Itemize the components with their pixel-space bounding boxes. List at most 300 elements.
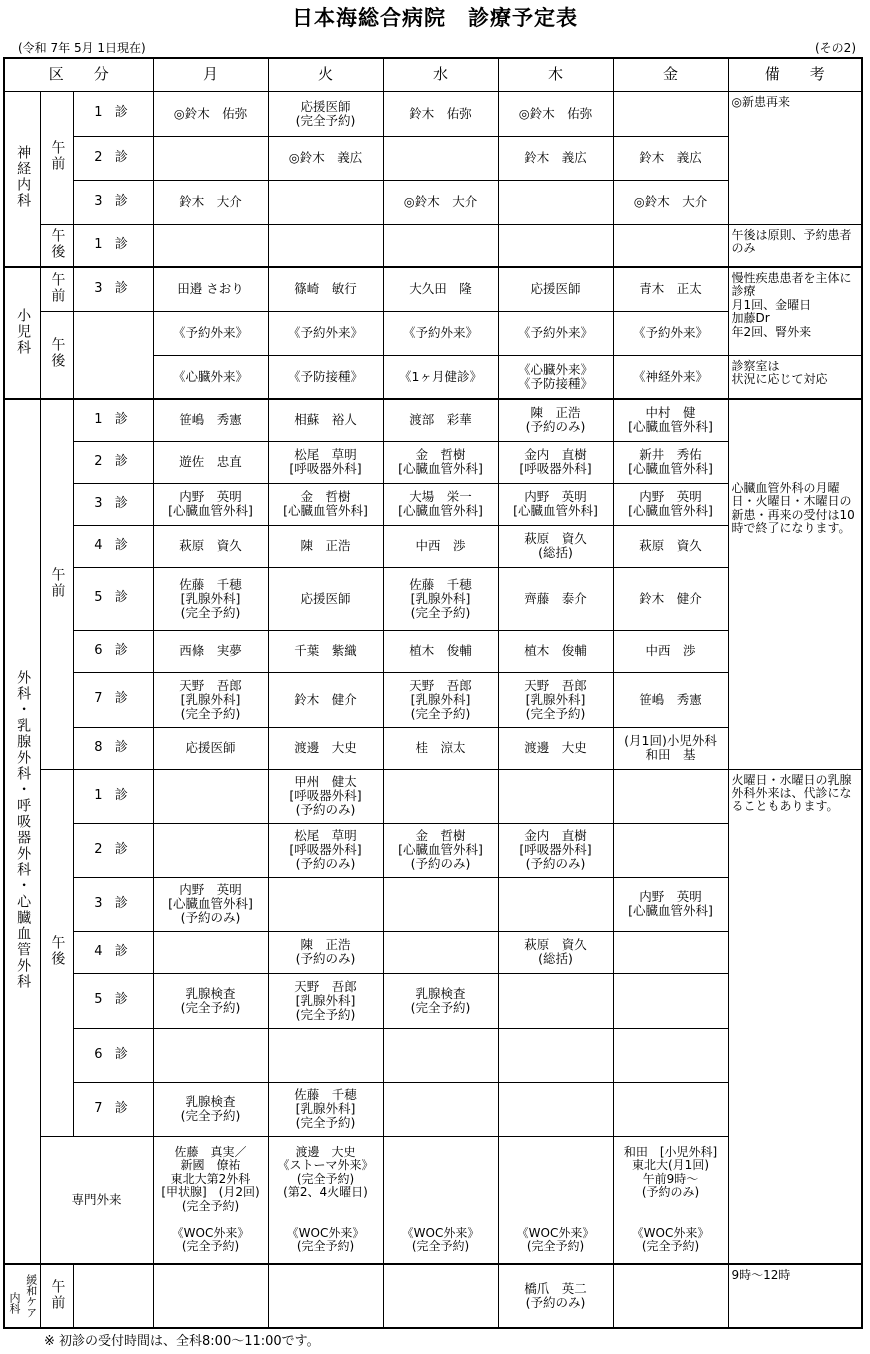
schedule-cell-text: 中村 健 [心臓血管外科] bbox=[628, 405, 713, 435]
header-day-text: 金 bbox=[662, 65, 678, 84]
schedule-cell bbox=[498, 630, 613, 672]
note-neuro-pm bbox=[728, 224, 862, 267]
slot-label-text: 6 診 bbox=[94, 1046, 132, 1062]
schedule-cell bbox=[498, 441, 613, 483]
schedule-cell-text: 鈴木 佑弥 bbox=[409, 105, 472, 121]
schedule-cell bbox=[613, 877, 728, 931]
dept-neuro bbox=[4, 91, 40, 267]
schedule-cell-text: 応援医師 bbox=[185, 740, 236, 755]
schedule-cell-text: 応援医師 (完全予約) bbox=[295, 98, 356, 128]
note-surgery-pm bbox=[728, 769, 862, 1264]
header-day bbox=[153, 58, 268, 91]
table-row bbox=[4, 1264, 862, 1328]
schedule-cell bbox=[268, 973, 383, 1028]
header-day-text: 木 bbox=[547, 65, 563, 84]
schedule-cell bbox=[613, 1028, 728, 1082]
schedule-cell bbox=[268, 267, 383, 311]
schedule-cell-text: 《予防接種》 bbox=[287, 368, 363, 384]
schedule-cell bbox=[383, 483, 498, 525]
schedule-cell bbox=[383, 136, 498, 180]
header-day bbox=[383, 58, 498, 91]
schedule-cell bbox=[383, 727, 498, 769]
header-day-text: 水 bbox=[432, 65, 448, 84]
slot-label-text: 3 診 bbox=[94, 895, 132, 911]
footnote: ※ 初診の受付時間は、全科8:00～11:00です。 bbox=[44, 1334, 320, 1349]
slot-label bbox=[73, 877, 153, 931]
schedule-cell-text: 乳腺検査 (完全予約) bbox=[180, 985, 241, 1015]
schedule-cell bbox=[268, 672, 383, 727]
schedule-cell-text: 陳 正浩 (予約のみ) bbox=[525, 405, 586, 435]
slot-label-text: 4 診 bbox=[94, 943, 132, 959]
schedule-cell bbox=[268, 931, 383, 973]
dept-palliative bbox=[4, 1264, 40, 1328]
schedule-cell-text: 金内 直樹 [呼吸器外科] (予約のみ) bbox=[519, 828, 592, 871]
schedule-cell bbox=[498, 399, 613, 441]
slot-label bbox=[73, 91, 153, 136]
schedule-cell bbox=[498, 180, 613, 224]
schedule-cell bbox=[498, 1136, 613, 1264]
schedule-cell-text: 天野 吾郎 [乳腺外科] (完全予約) bbox=[524, 677, 587, 721]
schedule-cell-text: 陳 正浩 (予約のみ) bbox=[295, 937, 356, 966]
schedule-cell bbox=[383, 267, 498, 311]
schedule-cell-text: 中西 渉 bbox=[415, 538, 466, 553]
schedule-cell-text: 植木 俊輔 bbox=[524, 643, 587, 658]
header-day-text: 月 bbox=[202, 65, 218, 84]
as-of-date: (令和 7年 5月 1日現在) bbox=[18, 41, 146, 55]
period-am-text: 午前 bbox=[49, 566, 66, 599]
schedule-cell bbox=[498, 1264, 613, 1328]
slot-label bbox=[73, 630, 153, 672]
schedule-cell-text: 金 哲樹 [心臓血管外科] bbox=[283, 489, 368, 518]
schedule-cell bbox=[498, 267, 613, 311]
schedule-cell bbox=[268, 180, 383, 224]
slot-label-text: 6 診 bbox=[94, 642, 132, 658]
schedule-cell bbox=[498, 877, 613, 931]
schedule-cell bbox=[153, 399, 268, 441]
slot-label-text: 1 診 bbox=[94, 236, 132, 252]
period-am-text: 午前 bbox=[49, 271, 66, 304]
schedule-cell bbox=[498, 355, 613, 399]
schedule-cell bbox=[498, 727, 613, 769]
schedule-cell bbox=[613, 136, 728, 180]
schedule-table bbox=[3, 57, 863, 1329]
schedule-cell-text: 和田 [小児外科] 東北大(月1回) 午前9時～ (予約のみ) 《WOC外来》 (完全予約) bbox=[623, 1145, 718, 1254]
header-day bbox=[498, 58, 613, 91]
schedule-cell bbox=[613, 567, 728, 630]
note-peds-2 bbox=[728, 355, 862, 399]
schedule-cell-text: 千葉 紫織 bbox=[294, 643, 357, 658]
schedule-cell-text: 《予約外来》 bbox=[287, 325, 363, 340]
dept-neuro-text: 神経内科 bbox=[15, 145, 32, 210]
period-pm-text: 午後 bbox=[49, 227, 66, 260]
schedule-cell-text: 佐藤 千穂 [乳腺外科] (完全予約) bbox=[179, 576, 242, 620]
period-pm bbox=[40, 311, 73, 399]
schedule-cell-text: 天野 吾郎 [乳腺外科] (完全予約) bbox=[294, 978, 357, 1022]
schedule-cell bbox=[153, 483, 268, 525]
schedule-cell-text: 内野 英明 [心臓血管外科] bbox=[628, 889, 713, 918]
dept-peds-text: 小児科 bbox=[15, 307, 32, 356]
slot-label bbox=[73, 525, 153, 567]
schedule-cell-text: 篠崎 敏行 bbox=[294, 281, 357, 297]
schedule-cell-text: 《予約外来》 bbox=[632, 325, 708, 340]
schedule-cell-text: 金 哲樹 [心臓血管外科] (予約のみ) bbox=[398, 828, 483, 871]
schedule-cell-text: ◎鈴木 大介 bbox=[633, 194, 708, 209]
schedule-cell bbox=[613, 630, 728, 672]
schedule-cell-text: 渡邊 大史 bbox=[524, 740, 587, 755]
special-outpatient-label-text: 専門外来 bbox=[71, 1191, 122, 1207]
schedule-cell-text: 田邉 さおり bbox=[177, 281, 244, 297]
table-row bbox=[4, 91, 862, 136]
dept-surgery bbox=[4, 399, 40, 1264]
schedule-cell-text: 鈴木 大介 bbox=[179, 194, 242, 209]
schedule-cell-text: 内野 英明 [心臓血管外科] (予約のみ) bbox=[168, 882, 253, 925]
schedule-cell bbox=[268, 441, 383, 483]
schedule-cell bbox=[613, 823, 728, 877]
schedule-cell-text: 松尾 草明 [呼吸器外科] bbox=[289, 447, 362, 476]
schedule-cell bbox=[268, 1264, 383, 1328]
schedule-cell-text: 萩原 資久 bbox=[639, 538, 702, 553]
schedule-cell bbox=[153, 91, 268, 136]
schedule-cell-text: 応援医師 bbox=[300, 590, 351, 606]
slot-label bbox=[73, 267, 153, 311]
slot-label bbox=[73, 1082, 153, 1136]
dept-palliative-1: 緩和ケア bbox=[24, 1274, 38, 1318]
schedule-cell bbox=[268, 483, 383, 525]
period-pm-text: 午後 bbox=[49, 337, 66, 370]
schedule-cell-text: 天野 吾郎 [乳腺外科] (完全予約) bbox=[179, 677, 242, 721]
schedule-cell bbox=[498, 973, 613, 1028]
schedule-cell-text: 乳腺検査 (完全予約) bbox=[180, 1094, 241, 1123]
schedule-cell bbox=[383, 769, 498, 823]
schedule-cell bbox=[268, 311, 383, 355]
schedule-cell-text: 笹嶋 秀憲 bbox=[639, 691, 702, 707]
schedule-cell bbox=[268, 727, 383, 769]
note-peds-2-text: 診察室は 状況に応じて対応 bbox=[731, 358, 828, 386]
header-kubun-text: 区 分 bbox=[48, 65, 109, 84]
schedule-cell bbox=[613, 441, 728, 483]
schedule-cell-text: ◎鈴木 佑弥 bbox=[518, 105, 593, 121]
table-row bbox=[4, 399, 862, 441]
schedule-cell-text: 渡邊 大史 《ストーマ外来》 (完全予約) (第2、4火曜日) 《WOC外来》 (完全予約) bbox=[277, 1145, 374, 1254]
schedule-cell-text: ◎鈴木 義広 bbox=[288, 150, 363, 165]
schedule-cell bbox=[153, 973, 268, 1028]
schedule-cell bbox=[153, 1136, 268, 1264]
schedule-cell-text: 《予約外来》 bbox=[172, 325, 248, 340]
period-am bbox=[40, 1264, 73, 1328]
note-surgery-pm-text: 火曜日・水曜日の乳腺外科外来は、代診になることもあります。 bbox=[731, 772, 852, 814]
schedule-cell-text: 金内 直樹 [呼吸器外科] bbox=[519, 447, 592, 476]
slot-label-text: 2 診 bbox=[94, 149, 132, 165]
schedule-cell bbox=[613, 355, 728, 399]
schedule-cell bbox=[383, 180, 498, 224]
schedule-cell-text: 応援医師 bbox=[530, 281, 581, 297]
schedule-cell bbox=[383, 399, 498, 441]
schedule-cell-text: 萩原 資久 (総括) bbox=[524, 937, 587, 966]
table-row bbox=[4, 267, 862, 311]
slot-label bbox=[73, 136, 153, 180]
slot-empty bbox=[73, 1264, 153, 1328]
header-kubun bbox=[4, 58, 153, 91]
slot-label bbox=[73, 567, 153, 630]
schedule-cell bbox=[268, 355, 383, 399]
schedule-cell bbox=[613, 931, 728, 973]
slot-label-text: 4 診 bbox=[94, 537, 132, 553]
table-row bbox=[4, 769, 862, 823]
header-day-text: 火 bbox=[317, 65, 333, 84]
slot-label-text: 1 診 bbox=[94, 411, 132, 427]
schedule-cell bbox=[153, 567, 268, 630]
period-pm bbox=[40, 769, 73, 1136]
schedule-cell bbox=[383, 224, 498, 267]
schedule-cell-text: 内野 英明 [心臓血管外科] bbox=[628, 489, 713, 518]
schedule-cell-text: 橋爪 英二 (予約のみ) bbox=[524, 1281, 587, 1310]
schedule-cell bbox=[268, 224, 383, 267]
schedule-cell-text: 鈴木 健介 bbox=[294, 691, 357, 707]
schedule-cell-text: 《1ヶ月健診》 bbox=[399, 368, 482, 384]
schedule-cell bbox=[268, 525, 383, 567]
schedule-cell bbox=[613, 727, 728, 769]
schedule-cell bbox=[153, 441, 268, 483]
schedule-cell-text: 鈴木 義広 bbox=[639, 150, 702, 165]
schedule-cell bbox=[613, 973, 728, 1028]
schedule-cell-text: 《神経外来》 bbox=[632, 368, 708, 384]
schedule-cell-text: 佐藤 千穂 [乳腺外科] (完全予約) bbox=[409, 576, 472, 620]
schedule-cell-text: 植木 俊輔 bbox=[409, 643, 472, 658]
slot-label-text: 1 診 bbox=[94, 787, 132, 803]
schedule-cell bbox=[268, 567, 383, 630]
slot-label-text: 5 診 bbox=[94, 590, 132, 606]
special-outpatient-label bbox=[40, 1136, 153, 1264]
schedule-cell bbox=[153, 1264, 268, 1328]
slot-label bbox=[73, 441, 153, 483]
slot-label-text: 3 診 bbox=[94, 280, 132, 296]
schedule-cell bbox=[383, 1264, 498, 1328]
header-remarks bbox=[728, 58, 862, 91]
schedule-cell bbox=[268, 1082, 383, 1136]
slot-label bbox=[73, 973, 153, 1028]
slot-label-text: 7 診 bbox=[94, 1100, 132, 1116]
schedule-cell bbox=[268, 91, 383, 136]
schedule-cell bbox=[268, 399, 383, 441]
slot-label-text: 3 診 bbox=[94, 193, 132, 209]
schedule-cell-text: ◎鈴木 大介 bbox=[403, 194, 478, 209]
schedule-cell-text: ◎鈴木 佑弥 bbox=[173, 105, 248, 121]
schedule-cell bbox=[383, 311, 498, 355]
header-remarks-text: 備 考 bbox=[764, 65, 825, 84]
header-day bbox=[613, 58, 728, 91]
schedule-cell bbox=[613, 769, 728, 823]
schedule-cell-text: 佐藤 千穂 [乳腺外科] (完全予約) bbox=[294, 1087, 357, 1130]
schedule-cell bbox=[268, 823, 383, 877]
schedule-cell-text: 《WOC外来》 (完全予約) bbox=[516, 1225, 595, 1254]
slot-label bbox=[73, 931, 153, 973]
schedule-cell bbox=[498, 769, 613, 823]
dept-palliative-2: 内科 bbox=[8, 1292, 22, 1314]
schedule-cell-text: 《心臓外来》 bbox=[172, 368, 248, 384]
schedule-cell bbox=[498, 483, 613, 525]
slot-label bbox=[73, 483, 153, 525]
schedule-cell bbox=[383, 973, 498, 1028]
dept-peds bbox=[4, 267, 40, 399]
schedule-cell bbox=[153, 823, 268, 877]
schedule-cell bbox=[498, 1028, 613, 1082]
schedule-cell bbox=[268, 1136, 383, 1264]
schedule-cell bbox=[613, 267, 728, 311]
schedule-cell bbox=[153, 1028, 268, 1082]
schedule-cell-text: 西條 実夢 bbox=[179, 643, 242, 658]
schedule-cell bbox=[498, 136, 613, 180]
period-pm-text: 午後 bbox=[49, 935, 66, 967]
schedule-cell bbox=[613, 180, 728, 224]
schedule-cell-text: 松尾 草明 [呼吸器外科] (予約のみ) bbox=[289, 828, 362, 871]
schedule-cell bbox=[268, 769, 383, 823]
slot-label bbox=[73, 769, 153, 823]
schedule-cell-text: 《WOC外来》 (完全予約) bbox=[401, 1225, 480, 1254]
schedule-cell bbox=[153, 877, 268, 931]
schedule-cell bbox=[383, 91, 498, 136]
schedule-cell bbox=[268, 630, 383, 672]
slot-label bbox=[73, 180, 153, 224]
schedule-cell bbox=[613, 672, 728, 727]
schedule-cell-text: 《予約外来》 bbox=[517, 325, 593, 340]
slot-label-text: 8 診 bbox=[94, 739, 132, 755]
schedule-cell-text: 渡部 彩華 bbox=[409, 412, 472, 428]
schedule-cell bbox=[613, 525, 728, 567]
schedule-cell bbox=[383, 567, 498, 630]
note-surgery-am bbox=[728, 399, 862, 769]
schedule-cell bbox=[498, 91, 613, 136]
schedule-cell-text: 天野 吾郎 [乳腺外科] (完全予約) bbox=[409, 677, 472, 721]
slot-label bbox=[73, 727, 153, 769]
schedule-cell bbox=[613, 224, 728, 267]
slot-label-text: 1 診 bbox=[94, 105, 132, 121]
note-peds bbox=[728, 267, 862, 355]
note-neuro-text: ◎新患再来 bbox=[731, 94, 790, 109]
schedule-cell bbox=[153, 136, 268, 180]
period-am bbox=[40, 267, 73, 311]
schedule-cell bbox=[613, 311, 728, 355]
note-peds-text: 慢性疾患患者を主体に診療 月1回、金曜日 加藤Dr 年2回、腎外来 bbox=[731, 271, 852, 339]
slot-label bbox=[73, 1028, 153, 1082]
schedule-cell bbox=[613, 91, 728, 136]
schedule-cell-text: (月1回)小児外科 和田 基 bbox=[624, 733, 717, 762]
schedule-cell bbox=[153, 769, 268, 823]
note-palliative bbox=[728, 1264, 862, 1328]
schedule-cell bbox=[153, 630, 268, 672]
schedule-cell bbox=[383, 441, 498, 483]
dept-surgery-text: 外科・乳腺外科・呼吸器外科・心臓血管外科 bbox=[15, 670, 32, 990]
schedule-cell bbox=[383, 1082, 498, 1136]
schedule-cell-text: 鈴木 健介 bbox=[639, 590, 702, 606]
period-pm bbox=[40, 224, 73, 267]
schedule-cell bbox=[383, 525, 498, 567]
schedule-cell bbox=[498, 823, 613, 877]
slot-label bbox=[73, 224, 153, 267]
table-row bbox=[4, 58, 862, 91]
schedule-cell bbox=[383, 877, 498, 931]
schedule-cell bbox=[498, 311, 613, 355]
schedule-cell bbox=[268, 877, 383, 931]
schedule-cell bbox=[153, 224, 268, 267]
schedule-cell bbox=[383, 630, 498, 672]
slot-label bbox=[73, 672, 153, 727]
schedule-cell bbox=[613, 1136, 728, 1264]
note-palliative-text: 9時～12時 bbox=[731, 1268, 791, 1282]
page-title: 日本海総合病院 診療予定表 bbox=[292, 6, 578, 30]
period-am-text: 午前 bbox=[49, 1278, 66, 1311]
slot-label-text: 5 診 bbox=[94, 992, 132, 1008]
note-surgery-am-text: 心臓血管外科の月曜日・火曜日・木曜日の新患・再来の受付は10時で終了になります。 bbox=[731, 481, 855, 536]
schedule-cell-text: 大場 栄一 [心臓血管外科] bbox=[398, 489, 483, 518]
schedule-cell-text: 内野 英明 [心臓血管外科] bbox=[513, 489, 598, 518]
schedule-cell-text: 大久田 隆 bbox=[409, 281, 472, 297]
slot-label-text: 3 診 bbox=[94, 495, 132, 511]
schedule-cell bbox=[153, 180, 268, 224]
schedule-cell bbox=[383, 1028, 498, 1082]
schedule-cell-text: 鈴木 義広 bbox=[524, 150, 587, 165]
schedule-cell bbox=[153, 355, 268, 399]
schedule-cell-text: 金 哲樹 [心臓血管外科] bbox=[398, 447, 483, 476]
schedule-cell bbox=[383, 355, 498, 399]
schedule-cell-text: 佐藤 真実／ 新國 僚祐 東北大第2外科 [甲状腺] (月2回) (完全予約) 《WOC外来》 (完全予約) bbox=[161, 1145, 260, 1254]
schedule-cell bbox=[153, 1082, 268, 1136]
period-am bbox=[40, 91, 73, 224]
schedule-cell-text: 《予約外来》 bbox=[402, 325, 478, 340]
schedule-cell bbox=[613, 1264, 728, 1328]
schedule-cell bbox=[153, 727, 268, 769]
schedule-cell-text: 青木 正太 bbox=[639, 281, 702, 297]
schedule-cell-text: 中西 渉 bbox=[645, 643, 696, 658]
schedule-cell bbox=[153, 267, 268, 311]
page-number: (その2) bbox=[815, 41, 856, 55]
period-am bbox=[40, 399, 73, 769]
schedule-cell bbox=[153, 525, 268, 567]
schedule-cell-text: 《心臓外来》 《予防接種》 bbox=[517, 361, 593, 391]
schedule-cell-text: 渡邊 大史 bbox=[294, 740, 357, 755]
schedule-cell-text: 相蘇 裕人 bbox=[294, 412, 357, 428]
schedule-cell bbox=[613, 1082, 728, 1136]
schedule-cell bbox=[613, 483, 728, 525]
slot-label-text: 2 診 bbox=[94, 841, 132, 857]
schedule-cell-text: 萩原 資久 bbox=[179, 538, 242, 553]
schedule-cell bbox=[153, 311, 268, 355]
slot-empty bbox=[73, 311, 153, 399]
schedule-cell-text: 笹嶋 秀憲 bbox=[179, 412, 242, 428]
slot-label-text: 7 診 bbox=[94, 691, 132, 707]
schedule-cell bbox=[268, 1028, 383, 1082]
schedule-cell bbox=[268, 136, 383, 180]
schedule-cell bbox=[498, 567, 613, 630]
note-neuro-pm-text: 午後は原則、予約患者のみ bbox=[731, 227, 852, 255]
slot-label-text: 2 診 bbox=[94, 453, 132, 469]
schedule-cell-text: 桂 涼太 bbox=[415, 740, 466, 755]
slot-label bbox=[73, 823, 153, 877]
schedule-cell-text: 内野 英明 [心臓血管外科] bbox=[168, 489, 253, 518]
schedule-cell bbox=[153, 672, 268, 727]
schedule-cell-text: 遊佐 忠直 bbox=[179, 454, 242, 469]
schedule-cell-text: 乳腺検査 (完全予約) bbox=[410, 985, 471, 1015]
schedule-cell bbox=[498, 1082, 613, 1136]
schedule-cell bbox=[153, 931, 268, 973]
schedule-cell-text: 陳 正浩 bbox=[300, 538, 351, 553]
schedule-cell bbox=[498, 672, 613, 727]
schedule-cell-text: 齊藤 泰介 bbox=[524, 590, 587, 606]
note-neuro bbox=[728, 91, 862, 224]
schedule-cell bbox=[383, 1136, 498, 1264]
schedule-cell bbox=[498, 931, 613, 973]
schedule-cell bbox=[383, 931, 498, 973]
table-row bbox=[4, 224, 862, 267]
